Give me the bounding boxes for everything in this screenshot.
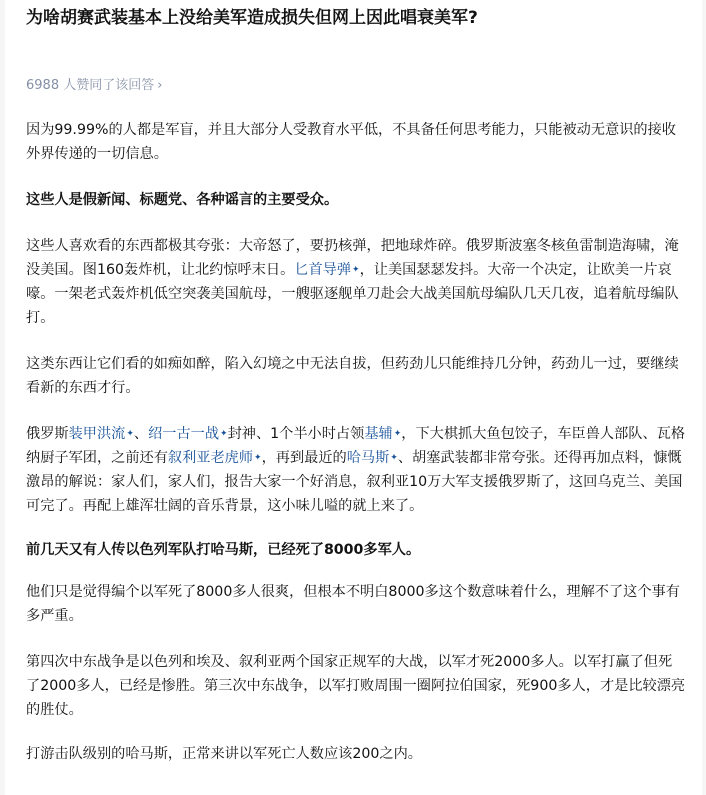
- paragraph-7: 他们只是觉得编个以军死了8000多人很爽，但根本不明白8000多这个数意味着什么，理解不了这个事有多严重。: [26, 584, 680, 624]
- left-margin-strip: [0, 0, 5, 795]
- link-armored-torrent[interactable]: 装甲洪流: [68, 426, 126, 442]
- paragraph-5: [26, 422, 686, 518]
- paragraph-8: 第四次中东战争是以色列和埃及、叙利亚两个国家正规军的大战，以军才死2000多人。以军打赢了但死了2000多人，已经是惨胜。第三次中东战争，以军打败周围一圈阿拉伯国家，死900多人，才是比较漂亮的胜仗。: [26, 654, 686, 718]
- link-hamas[interactable]: 哈马斯: [346, 450, 390, 466]
- paragraph-5-text-c: 封神、1个半小时占领: [227, 426, 365, 442]
- paragraph-5-text-b: 、: [133, 426, 149, 442]
- paragraph-5-text-a: 俄罗斯: [26, 426, 69, 442]
- paragraph-4: 这类东西让它们看的如痴如醉，陷入幻境之中无法自拔，但药劲儿只能维持几分钟，药劲儿一过，要继续看新的东西才行。: [26, 356, 679, 396]
- sparkle-icon: ✦: [390, 453, 398, 463]
- link-dagger-missile[interactable]: 匕首导弹: [294, 262, 352, 278]
- vote-count-link[interactable]: [26, 76, 162, 96]
- paragraph-3-text-b: ，让美国瑟瑟发抖。大帝一个决定，让欧美一片哀嚎。一架老式轰炸机低空突袭美国航母，一艘驱逐舰单刀赴会大战美国航母编队几天几夜，追着航母编队打。: [26, 262, 679, 326]
- vote-count-text: 6988 人赞同了该回答: [26, 78, 155, 93]
- paragraph-5-text-e: ，再到最近的: [261, 450, 347, 466]
- link-tiger-division[interactable]: 叙利亚老虎师: [167, 450, 254, 466]
- paragraph-5-text-d: ，下大棋抓大鱼包饺子，车臣兽人部队、瓦格纳厨子军团，之前还有: [26, 426, 686, 466]
- paragraph-1: 因为99.99%的人都是军盲，并且大部分人受教育水平低，不具备任何思考能力，只能被动无意识的接收外界传递的一切信息。: [26, 122, 676, 162]
- paragraph-9: 打游击队级别的哈马斯，正常来讲以军死亡人数应该200之内。: [26, 746, 422, 762]
- paragraph-6-bold: 前几天又有人传以色列军队打哈马斯，已经死了8000多军人。: [26, 542, 421, 558]
- paragraph-3-text-a: 这些人喜欢看的东西都极其夸张：大帝怒了，要扔核弹，把地球炸碎。俄罗斯波塞冬核鱼雷制造海啸，淹没美国。图160轰炸机，让北约惊呼末日。: [26, 238, 679, 278]
- sparkle-icon: ✦: [220, 429, 228, 439]
- paragraph-3: [26, 234, 686, 330]
- link-shoigu-battle[interactable]: 绍一古一战: [148, 426, 220, 442]
- chevron-right-icon: ›: [157, 78, 163, 93]
- paragraph-5-text-f: 、胡塞武装都非常夸张。还得再加点料，慷慨激昂的解说：家人们，家人们，报告大家一个好消息，叙利亚10万大军支援俄罗斯了，这回乌克兰、美国可完了。再配上雄浑壮阔的音乐背景，这小味儿嗌的就上来了。: [26, 450, 683, 514]
- sparkle-icon: ✦: [126, 429, 134, 439]
- sparkle-icon: ✦: [393, 429, 402, 439]
- link-kyiv[interactable]: 基辅: [364, 426, 393, 442]
- right-margin-strip: [702, 0, 706, 795]
- sparkle-icon: ✦: [254, 453, 262, 463]
- paragraph-2-bold: 这些人是假新闻、标题党、各种谣言的主要受众。: [26, 192, 339, 208]
- sparkle-icon: ✦: [352, 265, 360, 275]
- question-title[interactable]: 为啥胡赛武装基本上没给美军造成损失但网上因此唱衰美军?: [26, 8, 478, 28]
